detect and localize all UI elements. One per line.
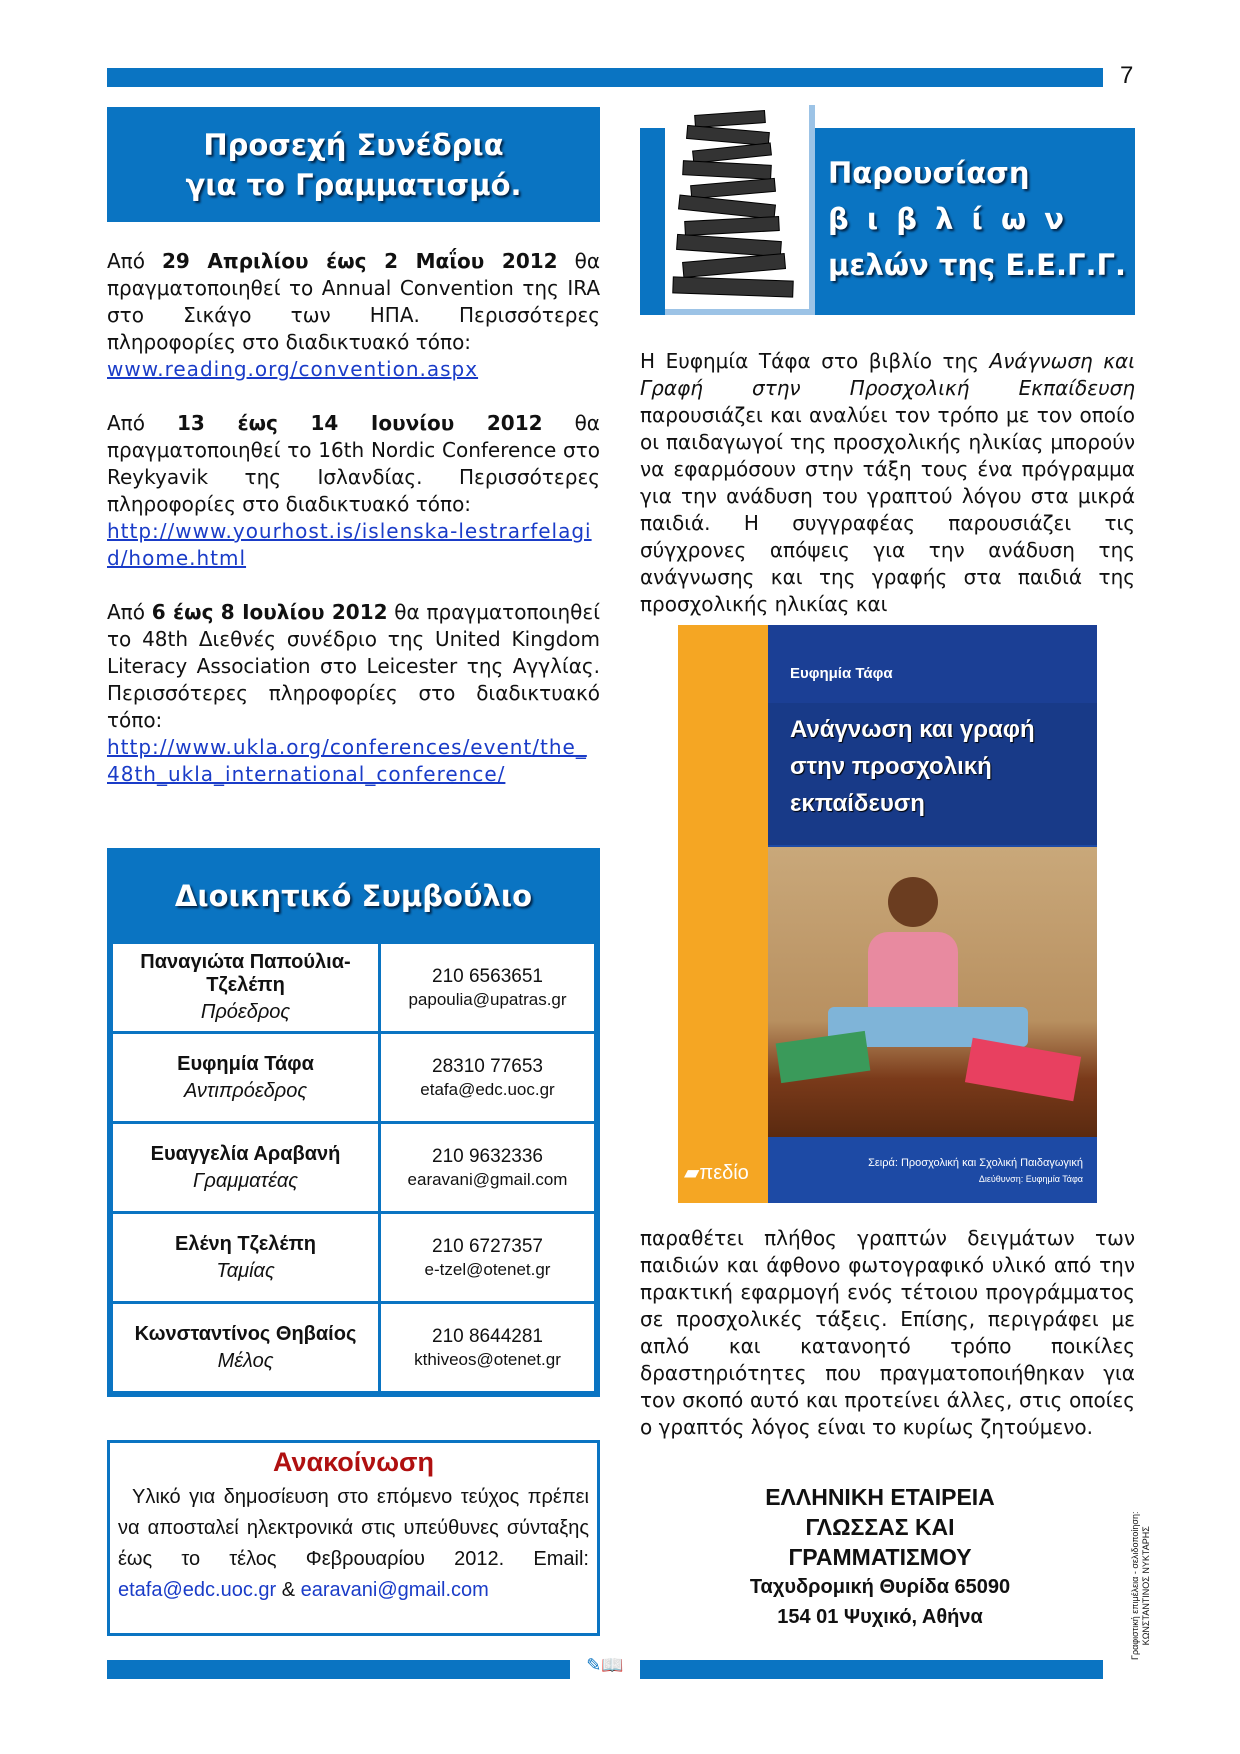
page-number: 7	[1120, 62, 1134, 89]
conference-link[interactable]: www.reading.org/convention.aspx	[107, 357, 479, 381]
books-text-1	[640, 348, 1135, 618]
email-link[interactable]: etafa@edc.uoc.gr	[118, 1579, 277, 1601]
conference-item	[107, 599, 600, 788]
conference-dates: 13 έως 14 Ιουνίου 2012	[176, 411, 543, 435]
member-cell	[112, 1033, 380, 1123]
email-label: Email:	[533, 1548, 589, 1570]
book-stack-icon	[665, 105, 805, 305]
conference-item	[107, 248, 600, 383]
contact-cell	[380, 1213, 596, 1303]
society-address	[680, 1482, 1080, 1632]
member-role: Αντιπρόεδρος	[183, 1079, 308, 1102]
books-header	[640, 128, 1135, 315]
title-line: β ι β λ ί ω ν	[828, 202, 1069, 236]
contact-cell	[380, 1303, 596, 1393]
member-role: Γραμματέας	[193, 1169, 298, 1192]
member-cell	[112, 1123, 380, 1213]
conferences-section	[107, 107, 600, 815]
board-section	[107, 848, 600, 1397]
member-phone: 210 8644281	[432, 1325, 543, 1347]
member-name: Κωνσταντίνος Θηβαίος	[134, 1322, 357, 1345]
cover-series: Σειρά: Προσχολική και Σχολική Παιδαγωγική	[868, 1157, 1083, 1169]
title-line: για το Γραμματισμό.	[185, 168, 522, 202]
member-phone: 210 6727357	[432, 1235, 543, 1257]
books-text-2	[640, 1225, 1135, 1441]
announcement-text	[118, 1482, 589, 1606]
title-line: Παρουσίαση	[828, 156, 1030, 190]
text: παρουσιάζει και αναλύει τον τρόπο με τον οποίο οι παιδαγωγοί της προσχολικής ηλικίας μπορούν να εφαρμόσουν στην τάξη τους ένα πρόγραμμα για την ανάδυση του γραπτού λόγου στα μικρά παιδιά. Η συγγραφέας παρουσιάζει τις σύγχρονες απόψεις για την ανάδυση της ανάγνωσης και της γραφής στα παιδιά της προσχολικής ηλικίας και	[640, 403, 1135, 616]
book-icon: ▰	[684, 1162, 700, 1184]
member-name: Ελένη Τζελέπη	[175, 1232, 316, 1255]
text: Από	[107, 411, 177, 435]
book-stack-image	[665, 105, 815, 315]
table-row	[112, 1033, 596, 1123]
board-table	[110, 941, 597, 1394]
text: Από	[107, 249, 162, 273]
member-cell	[112, 1303, 380, 1393]
address-line: ΓΡΑΜΜΑΤΙΣΜΟΥ	[788, 1544, 972, 1570]
title-line: εκπαίδευση	[790, 790, 925, 817]
cover-director: Διεύθυνση: Ευφημία Τάφα	[978, 1174, 1083, 1184]
address-line: Ταχυδρομική Θυρίδα 65090	[749, 1576, 1011, 1598]
board-title: Διοικητικό Συμβούλιο	[110, 851, 597, 941]
email-link[interactable]: earavani@gmail.com	[300, 1579, 489, 1601]
text: Από	[107, 600, 152, 624]
book-title-italic: Ανάγνωση και Γραφή στην Προσχολική Εκπαίδευση	[640, 349, 1135, 400]
cover-title	[790, 711, 1035, 822]
title-line: στην προσχολική	[790, 753, 992, 780]
member-email[interactable]: kthiveos@otenet.gr	[414, 1349, 561, 1369]
cover-photo	[768, 847, 1097, 1137]
publisher-logo	[684, 1160, 749, 1185]
title-line: Ανάγνωση και γραφή	[790, 716, 1035, 743]
book-paragraph: παραθέτει πλήθος γραπτών δειγμάτων των παιδιών και άφθονο φωτογραφικό υλικό από την πρακτική εφαρμογή ενός τέτοιου προγράμματος σε προσχολικές τάξεις. Επίσης, περιγράφει με απλό και κατανοητό τρόπο ποικίλες δραστηριότητες που πραγματοποιήθηκαν για τον σκοπό αυτό και προτείνει άλλες, στις οποίες ο γραπτός λόγος είναι το κυρίως ζητούμενο.	[640, 1226, 1135, 1439]
table-row	[112, 943, 596, 1033]
publisher-name: πεδίο	[699, 1162, 749, 1184]
top-bar	[107, 68, 1103, 87]
text: θα πραγματοποιηθεί το Annual Convention της IRA στο Σικάγο των ΗΠΑ. Περισσότερες πληροφορίες στο διαδικτυακό τόπο:	[107, 249, 600, 354]
member-email[interactable]: papoulia@upatras.gr	[408, 989, 567, 1009]
conference-dates: 6 έως 8 Ιουλίου 2012	[151, 600, 388, 624]
member-email[interactable]: e-tzel@otenet.gr	[424, 1259, 551, 1279]
announcement-box	[107, 1440, 600, 1636]
member-cell	[112, 943, 380, 1033]
conference-item	[107, 410, 600, 572]
member-role: Πρόεδρος	[200, 1001, 291, 1023]
member-name: Παναγιώτα Παπούλια-Τζελέπη	[140, 951, 351, 996]
table-row	[112, 1123, 596, 1213]
book-cover	[678, 625, 1097, 1203]
contact-cell	[380, 1033, 596, 1123]
member-phone: 210 9632336	[432, 1145, 543, 1167]
cover-author: Ευφημία Τάφα	[790, 665, 893, 682]
text: θα πραγματοποιηθεί το 16th Nordic Conference στο Reykyavik της Ισλανδίας. Περισσότερες πληροφορίες στο διαδικτυακό τόπο:	[107, 411, 600, 516]
amp: &	[276, 1579, 301, 1601]
member-role: Ταμίας	[216, 1259, 275, 1282]
contact-cell	[380, 943, 596, 1033]
conferences-title	[107, 107, 600, 222]
book-paragraph	[640, 348, 1135, 618]
conference-link[interactable]: http://www.ukla.org/conferences/event/the_48th_ukla_international_conference/	[107, 735, 587, 786]
credits	[1130, 1512, 1152, 1660]
credit-line: Γραφιστική επιμέλεια - σελιδοποίηση:	[1130, 1511, 1140, 1660]
contact-cell	[380, 1123, 596, 1213]
address-line: 154 01 Ψυχικό, Αθήνα	[777, 1606, 983, 1628]
member-role: Μέλος	[217, 1349, 274, 1372]
member-phone: 28310 77653	[432, 1055, 543, 1077]
member-cell	[112, 1213, 380, 1303]
address-line: ΓΛΩΣΣΑΣ ΚΑΙ	[805, 1514, 955, 1540]
member-name: Ευφημία Τάφα	[177, 1052, 314, 1075]
title-line: Προσεχή Συνέδρια	[203, 128, 504, 162]
text: Η Ευφημία Τάφα στο βιβλίο της	[640, 349, 990, 373]
table-row	[112, 1213, 596, 1303]
table-row	[112, 1303, 596, 1393]
member-email[interactable]: etafa@edc.uoc.gr	[420, 1079, 555, 1099]
announcement-body: Υλικό για δημοσίευση στο επόμενο τεύχος πρέπει να αποσταλεί ηλεκτρονικά στις υπεύθυνες σύνταξης έως το τέλος Φεβρουαρίου 2012.	[118, 1486, 589, 1570]
text: θα πραγματοποιηθεί το 48th Διεθνές συνέδριο της United Kingdom Literacy Association στο Leicester της Αγγλίας. Περισσότερες πληροφορίες στο διαδικτυακό τόπο:	[107, 600, 600, 732]
member-name: Ευαγγελία Αραβανή	[150, 1142, 341, 1165]
member-phone: 210 6563651	[432, 965, 543, 987]
credit-line: ΚΩΝΣΤΑΝΤΙΝΟΣ ΝΥΚΤΑΡΗΣ	[1141, 1526, 1151, 1646]
address-line: ΕΛΛΗΝΙΚΗ ΕΤΑΙΡΕΙΑ	[765, 1484, 995, 1510]
conference-dates: 29 Απριλίου έως 2 Μαΐου 2012	[161, 249, 558, 273]
announcement-title: Ανακοίνωση	[272, 1447, 435, 1477]
conference-link[interactable]: http://www.yourhost.is/islenska-lestrarfelagid/home.html	[107, 519, 592, 570]
member-email[interactable]: earavani@gmail.com	[407, 1169, 568, 1189]
title-line: μελών της Ε.Ε.Γ.Γ.	[828, 248, 1126, 282]
ornament-icon: ✎📖	[570, 1655, 640, 1681]
